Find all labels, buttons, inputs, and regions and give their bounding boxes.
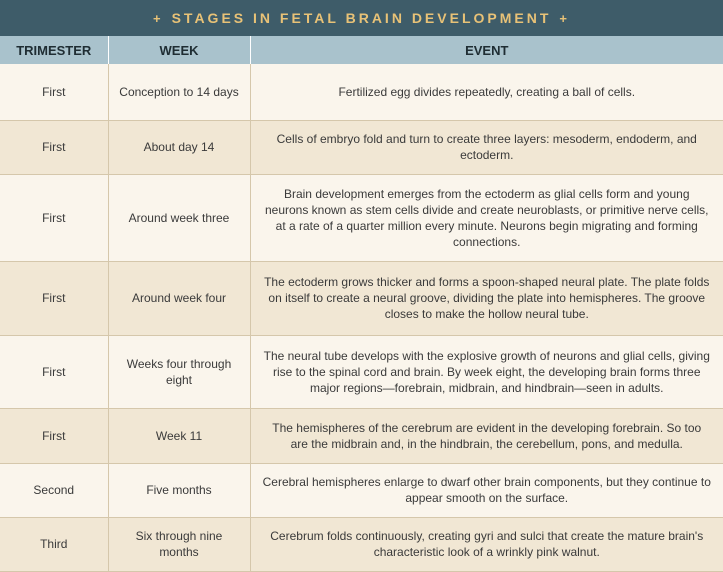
week-cell: Weeks four through eight bbox=[108, 335, 250, 408]
col-header-event: EVENT bbox=[250, 36, 723, 64]
event-cell: The neural tube develops with the explosive growth of neurons and glial cells, giving rise to the spinal cord and brain. By week eight, the developing brain forms three major regions—forebrain, midbrain, and hindbrain—seen in adults. bbox=[250, 335, 723, 408]
table-row bbox=[0, 261, 723, 335]
event-cell: Cerebral hemispheres enlarge to dwarf other brain components, but they continue to appear smooth on the surface. bbox=[250, 463, 723, 517]
table-row bbox=[0, 174, 723, 261]
event-cell: Cerebrum folds continuously, creating gyri and sulci that create the mature brain's characteristic look of a wrinkly pink walnut. bbox=[250, 517, 723, 571]
trimester-cell: First bbox=[0, 174, 108, 261]
trimester-cell: First bbox=[0, 261, 108, 335]
trimester-cell: First bbox=[0, 120, 108, 174]
week-cell: About day 14 bbox=[108, 120, 250, 174]
header-row bbox=[0, 36, 723, 64]
event-cell: Brain development emerges from the ectoderm as glial cells form and young neurons known as stem cells divide and create neuroblasts, or primitive nerve cells, at a rate of a quarter million every minute. Neurons begin migrating and forming connections. bbox=[250, 174, 723, 261]
trimester-cell: First bbox=[0, 335, 108, 408]
event-cell: The hemispheres of the cerebrum are evident in the developing forebrain. So too are the midbrain and, in the hindbrain, the cerebellum, pons, and medulla. bbox=[250, 408, 723, 463]
week-cell: Week 11 bbox=[108, 408, 250, 463]
event-cell: Cells of embryo fold and turn to create three layers: mesoderm, endoderm, and ectoderm. bbox=[250, 120, 723, 174]
table-row bbox=[0, 64, 723, 120]
event-cell: The ectoderm grows thicker and forms a spoon-shaped neural plate. The plate folds on itself to create a neural groove, dividing the plate into hemispheres. The groove closes to make the hollow neural tube. bbox=[250, 261, 723, 335]
week-cell: Five months bbox=[108, 463, 250, 517]
trimester-cell: Second bbox=[0, 463, 108, 517]
development-table bbox=[0, 36, 723, 572]
table-row bbox=[0, 517, 723, 571]
ornament-right: + bbox=[559, 10, 570, 26]
event-cell: Fertilized egg divides repeatedly, creating a ball of cells. bbox=[250, 64, 723, 120]
week-cell: Conception to 14 days bbox=[108, 64, 250, 120]
table-row bbox=[0, 335, 723, 408]
title-banner bbox=[0, 0, 723, 36]
week-cell: Around week four bbox=[108, 261, 250, 335]
table-row bbox=[0, 408, 723, 463]
week-cell: Around week three bbox=[108, 174, 250, 261]
trimester-cell: First bbox=[0, 408, 108, 463]
week-cell: Six through nine months bbox=[108, 517, 250, 571]
ornament-left: + bbox=[153, 10, 164, 26]
col-header-week: WEEK bbox=[108, 36, 250, 64]
page-title: STAGES IN FETAL BRAIN DEVELOPMENT bbox=[171, 10, 552, 26]
trimester-cell: First bbox=[0, 64, 108, 120]
table-row bbox=[0, 120, 723, 174]
table-row bbox=[0, 463, 723, 517]
trimester-cell: Third bbox=[0, 517, 108, 571]
col-header-trimester: TRIMESTER bbox=[0, 36, 108, 64]
